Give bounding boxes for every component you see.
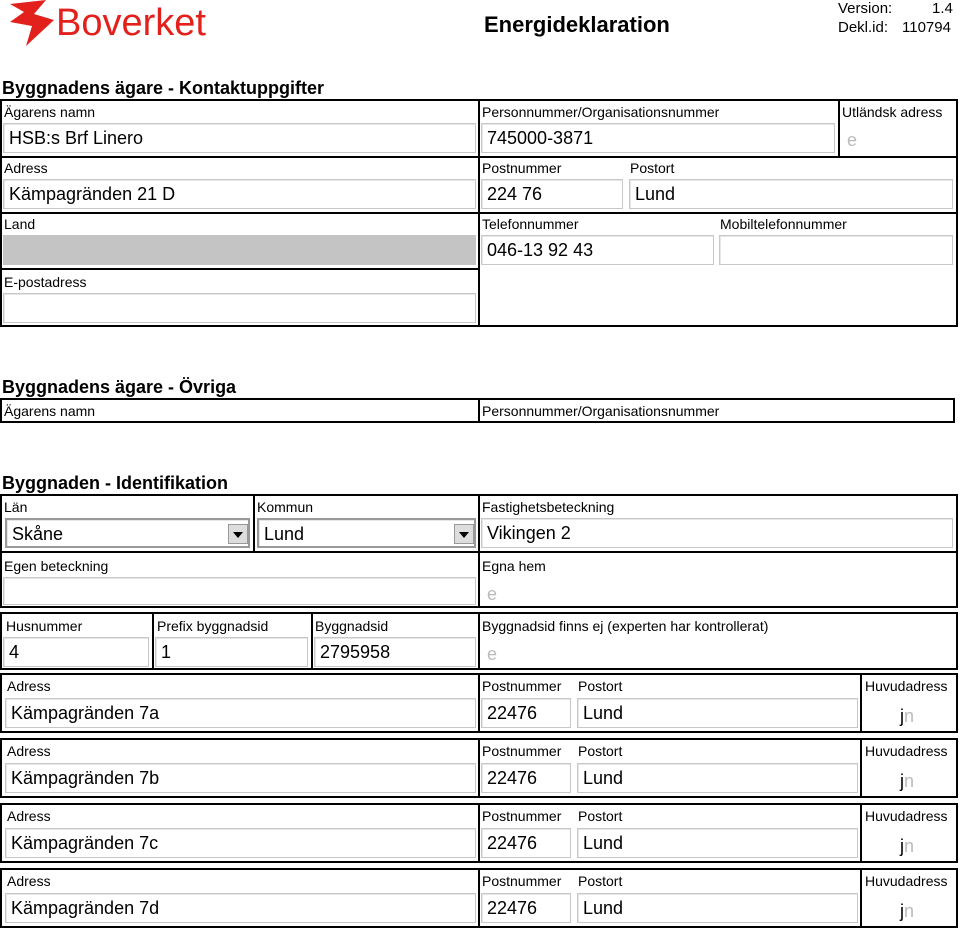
- email-field[interactable]: [3, 293, 476, 323]
- address-row-postort-field[interactable]: [577, 828, 858, 858]
- address-row-huvud-label: Huvudadress: [865, 678, 948, 694]
- address-row-huvud-label: Huvudadress: [865, 873, 948, 889]
- huvudadress-radio-j: j: [900, 836, 904, 856]
- byggnadsid-label: Byggnadsid: [315, 618, 389, 634]
- other-owner-name-label: Ägarens namn: [4, 403, 96, 419]
- egna-hem-checkbox[interactable]: e: [487, 584, 498, 604]
- address-row-huvud-label: Huvudadress: [865, 743, 948, 759]
- section-heading-contact: Byggnadens ägare - Kontaktuppgifter: [2, 78, 325, 98]
- address-row-postnr-label: Postnummer: [482, 678, 562, 694]
- address-row-postnr-field[interactable]: [481, 698, 571, 728]
- address-row-postnr-value: 22476: [487, 898, 538, 918]
- address-row-postort-label: Postort: [578, 808, 623, 824]
- finns-ej-checkbox[interactable]: e: [487, 644, 498, 664]
- phone-value: 046-13 92 43: [487, 240, 594, 260]
- chevron-down-icon[interactable]: [228, 524, 248, 544]
- address-row-postnr-label: Postnummer: [482, 808, 562, 824]
- address-row-postnr-field[interactable]: [481, 828, 571, 858]
- huvudadress-radio-j: j: [900, 706, 904, 726]
- postnr-field[interactable]: [481, 179, 623, 209]
- huvudadress-radio-n: n: [904, 836, 915, 856]
- address-row-adress-field[interactable]: [5, 698, 476, 728]
- husnummer-value: 4: [9, 642, 20, 662]
- owner-name-label: Ägarens namn: [4, 104, 96, 120]
- land-label: Land: [4, 216, 36, 232]
- address-row-postnr-label: Postnummer: [482, 743, 562, 759]
- address-row-postnr-value: 22476: [487, 703, 538, 723]
- address-row-adress-value: Kämpagränden 7c: [11, 833, 159, 853]
- email-label: E-postadress: [4, 274, 87, 290]
- land-field[interactable]: [3, 235, 476, 265]
- postnr-label: Postnummer: [482, 160, 562, 176]
- address-row-postnr-field[interactable]: [481, 893, 571, 923]
- lan-label: Län: [4, 499, 28, 515]
- address-row-huvud-label: Huvudadress: [865, 808, 948, 824]
- address-row-adress-label: Adress: [7, 873, 51, 889]
- address-row-adress-field[interactable]: [5, 763, 476, 793]
- orgnr-field[interactable]: [481, 123, 835, 153]
- kommun-select[interactable]: [257, 518, 476, 548]
- owner-name-field[interactable]: [3, 123, 476, 153]
- deklid-value: 110794: [902, 19, 951, 36]
- egen-beteckning-field[interactable]: [3, 577, 476, 605]
- address-row-postort-value: Lund: [583, 768, 624, 788]
- egen-beteckning-label: Egen beteckning: [4, 558, 109, 574]
- fastighet-label: Fastighetsbeteckning: [482, 499, 615, 515]
- version-label: Version:: [838, 0, 893, 17]
- huvudadress-radio-j: j: [900, 771, 904, 791]
- postnr-value: 224 76: [487, 184, 543, 204]
- address-row-adress-label: Adress: [7, 743, 51, 759]
- kommun-label: Kommun: [257, 499, 314, 515]
- byggnadsid-value: 2795958: [320, 642, 391, 662]
- section-heading-identification: Byggnaden - Identifikation: [2, 473, 229, 493]
- address-row-adress-label: Adress: [7, 808, 51, 824]
- address-row-postnr-field[interactable]: [481, 763, 571, 793]
- address-value: Kämpagränden 21 D: [9, 184, 176, 204]
- phone-label: Telefonnummer: [482, 216, 579, 232]
- byggnadsid-field[interactable]: [314, 637, 476, 667]
- egna-hem-label: Egna hem: [482, 558, 546, 574]
- mobile-field[interactable]: [719, 235, 953, 265]
- postort-value: Lund: [635, 184, 676, 204]
- foreign-address-checkbox[interactable]: e: [847, 130, 858, 150]
- fastighet-field[interactable]: [481, 518, 953, 548]
- huvudadress-radio[interactable]: [900, 707, 914, 725]
- address-row-postnr-label: Postnummer: [482, 873, 562, 889]
- postort-field[interactable]: [629, 179, 953, 209]
- boverket-logo-icon: [6, 0, 58, 46]
- section-heading-other-owners: Byggnadens ägare - Övriga: [2, 377, 237, 397]
- logo-text: Boverket: [56, 2, 206, 44]
- orgnr-label: Personnummer/Organisationsnummer: [482, 104, 720, 120]
- huvudadress-radio-j: j: [900, 901, 904, 921]
- mobile-label: Mobiltelefonnummer: [720, 216, 847, 232]
- address-row-postort-label: Postort: [578, 873, 623, 889]
- address-row-postort-field[interactable]: [577, 763, 858, 793]
- other-owner-orgnr-label: Personnummer/Organisationsnummer: [482, 403, 720, 419]
- husnummer-field[interactable]: [3, 637, 149, 667]
- huvudadress-radio[interactable]: [900, 837, 914, 855]
- version-value: 1.4: [932, 0, 953, 17]
- orgnr-value: 745000-3871: [487, 128, 594, 148]
- foreign-address-label: Utländsk adress: [842, 104, 943, 120]
- address-row-postort-label: Postort: [578, 678, 623, 694]
- prefix-field[interactable]: [155, 637, 308, 667]
- address-row-adress-field[interactable]: [5, 893, 476, 923]
- owner-name-value: HSB:s Brf Linero: [9, 128, 144, 148]
- address-label: Adress: [4, 160, 48, 176]
- address-row-postort-value: Lund: [583, 833, 624, 853]
- address-row-adress-value: Kämpagränden 7d: [11, 898, 160, 918]
- boverket-logo: [6, 0, 221, 46]
- deklid-label: Dekl.id:: [838, 19, 889, 36]
- address-row-adress-value: Kämpagränden 7a: [11, 703, 160, 723]
- address-row-postnr-value: 22476: [487, 768, 538, 788]
- prefix-value: 1: [161, 642, 172, 662]
- fastighet-value: Vikingen 2: [487, 523, 571, 543]
- page-title: Energideklaration: [484, 12, 670, 37]
- huvudadress-radio[interactable]: [900, 772, 914, 790]
- address-row-postort-label: Postort: [578, 743, 623, 759]
- lan-value: Skåne: [12, 524, 64, 544]
- huvudadress-radio-n: n: [904, 901, 915, 921]
- huvudadress-radio-n: n: [904, 771, 915, 791]
- address-row-postort-value: Lund: [583, 703, 624, 723]
- address-row-postort-field[interactable]: [577, 893, 858, 923]
- huvudadress-radio[interactable]: [900, 902, 914, 920]
- lan-select[interactable]: [5, 518, 250, 548]
- address-row-postort-value: Lund: [583, 898, 624, 918]
- address-row-adress-value: Kämpagränden 7b: [11, 768, 160, 788]
- chevron-down-icon[interactable]: [454, 524, 474, 544]
- address-field[interactable]: [3, 179, 476, 209]
- address-row-postnr-value: 22476: [487, 833, 538, 853]
- kommun-value: Lund: [264, 524, 305, 544]
- phone-field[interactable]: [481, 235, 714, 265]
- husnummer-label: Husnummer: [6, 618, 83, 634]
- address-row-postort-field[interactable]: [577, 698, 858, 728]
- finns-ej-label: Byggnadsid finns ej (experten har kontrollerat): [482, 618, 769, 634]
- prefix-label: Prefix byggnadsid: [157, 618, 269, 634]
- address-row-adress-label: Adress: [7, 678, 51, 694]
- postort-label: Postort: [630, 160, 675, 176]
- address-row-adress-field[interactable]: [5, 828, 476, 858]
- huvudadress-radio-n: n: [904, 706, 915, 726]
